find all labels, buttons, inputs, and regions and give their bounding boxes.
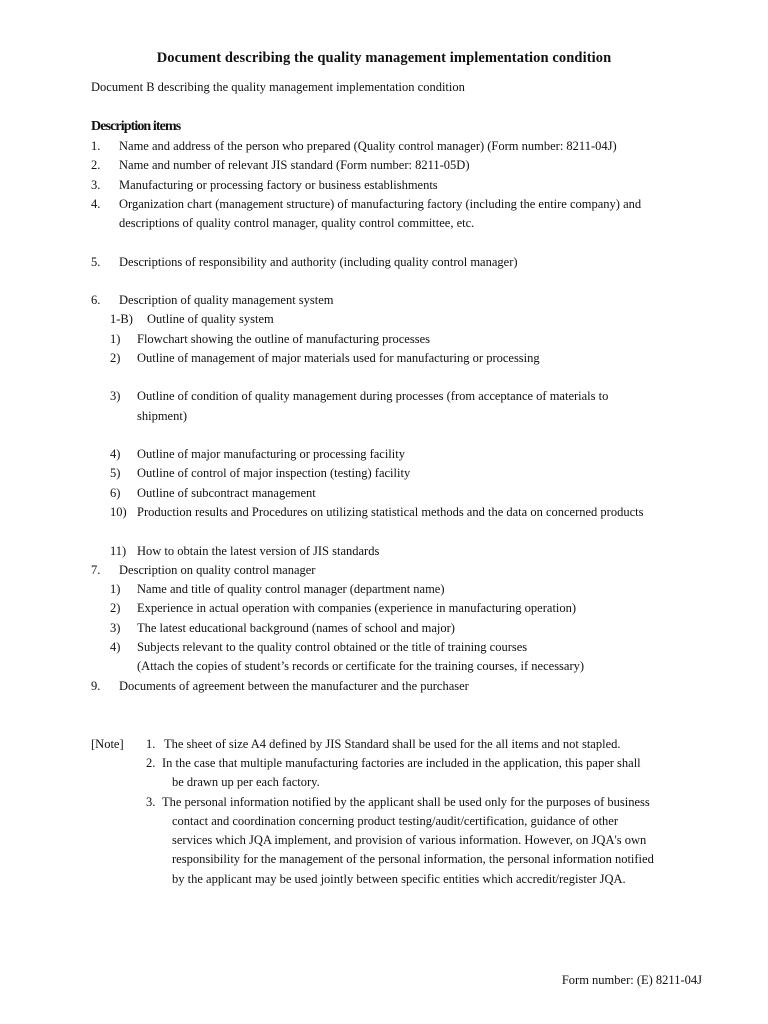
item-text: Documents of agreement between the manufacturer and the purchaser (119, 679, 469, 693)
sub-item-text: How to obtain the latest version of JIS standards (137, 544, 380, 558)
form-number-footer: Form number: (E) 8211-04J (561, 973, 702, 987)
note-text-continued: be drawn up per each factory. (172, 775, 320, 789)
item-text-continued: descriptions of quality control manager, quality control committee, etc. (119, 216, 475, 230)
item-number: 2. (91, 158, 101, 172)
sub-item-number: 6) (110, 486, 121, 500)
note-text-continued: responsibility for the management of the personal information, the personal information notified (172, 852, 654, 866)
sub-item-text: Outline of major manufacturing or processing facility (137, 447, 405, 461)
description-items-heading: Description items (91, 119, 181, 134)
item-text: Name and address of the person who prepared (Quality control manager) (Form number: 8211-04J) (119, 139, 617, 153)
sub-item-text: Name and title of quality control manager (department name) (137, 582, 445, 596)
note-text: The sheet of size A4 defined by JIS Standard shall be used for the all items and not stapled. (164, 737, 621, 751)
sub-item-text: Experience in actual operation with companies (experience in manufacturing operation) (137, 601, 577, 615)
sub-item-text: Flowchart showing the outline of manufacturing processes (137, 332, 430, 346)
sub-item-number: 2) (110, 351, 121, 365)
item-text: Descriptions of responsibility and authority (including quality control manager) (119, 255, 518, 269)
item-number: 7. (91, 563, 101, 577)
sub-item-text: Production results and Procedures on utilizing statistical methods and the data on concerned products (137, 505, 644, 519)
item-number: 9. (91, 679, 101, 693)
sub-item-text: The latest educational background (names of school and major) (137, 621, 455, 635)
sub-item-number: 5) (110, 466, 121, 480)
sub-item-text-continued: shipment) (137, 409, 187, 423)
note-text-continued: by the applicant may be used jointly between specific entities which accredit/register JQA. (172, 872, 626, 886)
item-text: Organization chart (management structure) of manufacturing factory (including the entire company) and (119, 197, 642, 211)
note-number: 3. (146, 795, 156, 809)
sub-item-text: Outline of control of major inspection (testing) facility (137, 466, 411, 480)
note-text: In the case that multiple manufacturing factories are included in the application, this paper shall (162, 756, 641, 770)
sub-item-number: 1-B) (110, 312, 133, 326)
item-number: 3. (91, 178, 101, 192)
sub-item-number: 10) (110, 505, 127, 519)
sub-item-number: 3) (110, 389, 121, 403)
sub-item-number: 1) (110, 332, 121, 346)
item-text: Name and number of relevant JIS standard (Form number: 8211-05D) (119, 158, 470, 172)
sub-item-number: 2) (110, 601, 121, 615)
sub-item-text: Outline of quality system (147, 312, 274, 326)
sub-item-text-continued: (Attach the copies of student’s records or certificate for the training courses, if necessary) (137, 659, 585, 673)
item-text: Manufacturing or processing factory or business establishments (119, 178, 438, 192)
item-number: 1. (91, 139, 101, 153)
note-number: 1. (146, 737, 156, 751)
item-number: 4. (91, 197, 101, 211)
sub-item-number: 11) (110, 544, 127, 558)
item-text: Description of quality management system (119, 293, 334, 307)
item-number: 5. (91, 255, 101, 269)
sub-item-number: 3) (110, 621, 121, 635)
note-label: [Note] (91, 737, 124, 751)
sub-item-text: Subjects relevant to the quality control obtained or the title of training courses (137, 640, 528, 654)
sub-item-number: 1) (110, 582, 121, 596)
sub-item-text: Outline of subcontract management (137, 486, 316, 500)
sub-item-number: 4) (110, 640, 121, 654)
item-text: Description on quality control manager (119, 563, 316, 577)
sub-item-text: Outline of condition of quality management during processes (from acceptance of materials to (137, 389, 609, 403)
sub-item-number: 4) (110, 447, 121, 461)
document-subtitle: Document B describing the quality management implementation condition (91, 80, 465, 94)
document-title: Document describing the quality management implementation condition (156, 50, 612, 66)
item-number: 6. (91, 293, 101, 307)
note-number: 2. (146, 756, 156, 770)
note-text: The personal information notified by the applicant shall be used only for the purposes of business (162, 795, 650, 809)
note-text-continued: services which JQA implement, and provision of various information. However, on JQA's own (172, 833, 647, 847)
note-text-continued: contact and coordination concerning product testing/audit/certification, guidance of other (172, 814, 619, 828)
sub-item-text: Outline of management of major materials used for manufacturing or processing (137, 351, 540, 365)
